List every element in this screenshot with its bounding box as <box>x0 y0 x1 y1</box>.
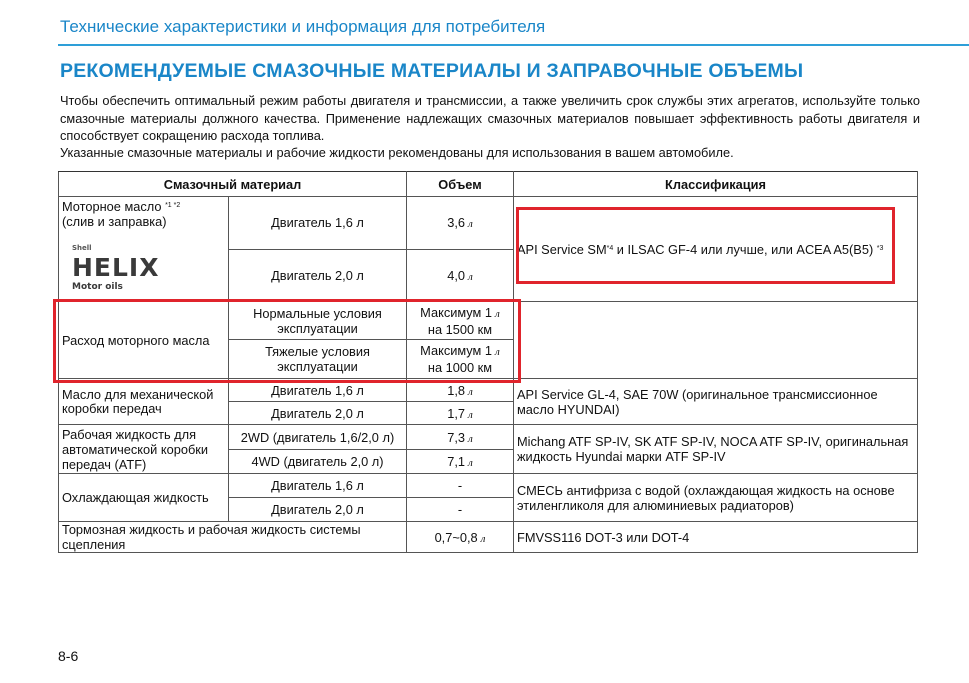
atf-classification: Michang ATF SP-IV, SK ATF SP-IV, NOCA ATF SP-IV, оригинальная жидкость Hyundai марки ATF SP-IV <box>514 425 918 474</box>
brake-fluid-name: Тормозная жидкость и рабочая жидкость системы сцепления <box>59 522 407 553</box>
engine-oil-classification: API Service SM$^{*4}$ и ILSAC GF-4 или лучше, или ACEA A5(B5) $^{*3}$ <box>514 197 918 302</box>
header-material: Смазочный материал <box>59 172 407 197</box>
header-divider <box>58 44 969 46</box>
engine-oil-name2: (слив и заправка) <box>62 214 167 229</box>
coolant-16-label: Двигатель 1,6 л <box>229 474 407 498</box>
header-classification: Классификация <box>514 172 918 197</box>
table-row <box>59 197 918 250</box>
manual-trans-classification: API Service GL-4, SAE 70W (оригинальное трансмиссионное масло HYUNDAI) <box>514 379 918 425</box>
table-header-row <box>59 172 918 197</box>
table-row <box>59 379 918 402</box>
table-row <box>59 425 918 450</box>
consumption-classification <box>514 302 918 379</box>
intro-paragraph: Чтобы обеспечить оптимальный режим работы двигателя и трансмиссии, а также увеличить срок службы этих агрегатов, используйте только смазочные материалы должного качества. Применение надлежащих смазочных материалов повышает эффективность работы двигателя и способствует сокращению расхода топлива. <box>60 93 920 143</box>
manual-trans-name: Масло для механической коробки передач <box>59 379 229 425</box>
manual-trans-16-volume: 1,8 л <box>407 379 514 402</box>
engine-oil-footnote: *1 *2 <box>165 202 181 209</box>
page-title: РЕКОМЕНДУЕМЫЕ СМАЗОЧНЫЕ МАТЕРИАЛЫ И ЗАПРАВОЧНЫЕ ОБЪЕМЫ <box>60 60 804 82</box>
atf-name: Рабочая жидкость для автоматической коробки передач (ATF) <box>59 425 229 474</box>
coolant-20-label: Двигатель 2,0 л <box>229 498 407 522</box>
consumption-normal-label: Нормальные условия эксплуатации <box>229 302 407 340</box>
coolant-classification: СМЕСЬ антифриза с водой (охлаждающая жидкость на основе этиленгликоля для алюминиевых радиаторов) <box>514 474 918 522</box>
table-row <box>59 522 918 553</box>
engine-oil-16-volume: 3,6 л <box>407 197 514 250</box>
consumption-normal-volume: Максимум 1 л на 1500 км <box>407 302 514 340</box>
brake-fluid-classification: FMVSS116 DOT-3 или DOT-4 <box>514 522 918 553</box>
manual-trans-16-label: Двигатель 1,6 л <box>229 379 407 402</box>
section-header: Технические характеристики и информация для потребителя <box>60 17 546 36</box>
brake-fluid-volume: 0,7~0,8 л <box>407 522 514 553</box>
consumption-severe-label: Тяжелые условия эксплуатации <box>229 340 407 379</box>
atf-2wd-label: 2WD (двигатель 1,6/2,0 л) <box>229 425 407 450</box>
coolant-20-volume: - <box>407 498 514 522</box>
atf-4wd-label: 4WD (двигатель 2,0 л) <box>229 450 407 474</box>
page-number: 8-6 <box>58 648 79 664</box>
consumption-severe-volume: Максимум 1 л на 1000 км <box>407 340 514 379</box>
manual-trans-20-volume: 1,7 л <box>407 402 514 425</box>
oil-consumption-name: Расход моторного масла <box>59 302 229 379</box>
header-volume: Объем <box>407 172 514 197</box>
engine-oil-16-label: Двигатель 1,6 л <box>229 197 407 250</box>
coolant-16-volume: - <box>407 474 514 498</box>
table-row <box>59 302 918 340</box>
atf-2wd-volume: 7,3 л <box>407 425 514 450</box>
engine-oil-20-label: Двигатель 2,0 л <box>229 249 407 302</box>
lubricants-table <box>58 171 918 553</box>
table-row <box>59 474 918 498</box>
atf-4wd-volume: 7,1 л <box>407 450 514 474</box>
coolant-name: Охлаждающая жидкость <box>59 474 229 522</box>
engine-oil-name-cell <box>59 197 229 302</box>
engine-oil-20-volume: 4,0 л <box>407 249 514 302</box>
manual-trans-20-label: Двигатель 2,0 л <box>229 402 407 425</box>
shell-helix-logo: Shell HELIX Motor oils <box>72 244 160 292</box>
note-paragraph: Указанные смазочные материалы и рабочие жидкости рекомендованы для использования в вашем автомобиле. <box>60 145 734 160</box>
engine-oil-name: Моторное масло <box>62 199 162 214</box>
